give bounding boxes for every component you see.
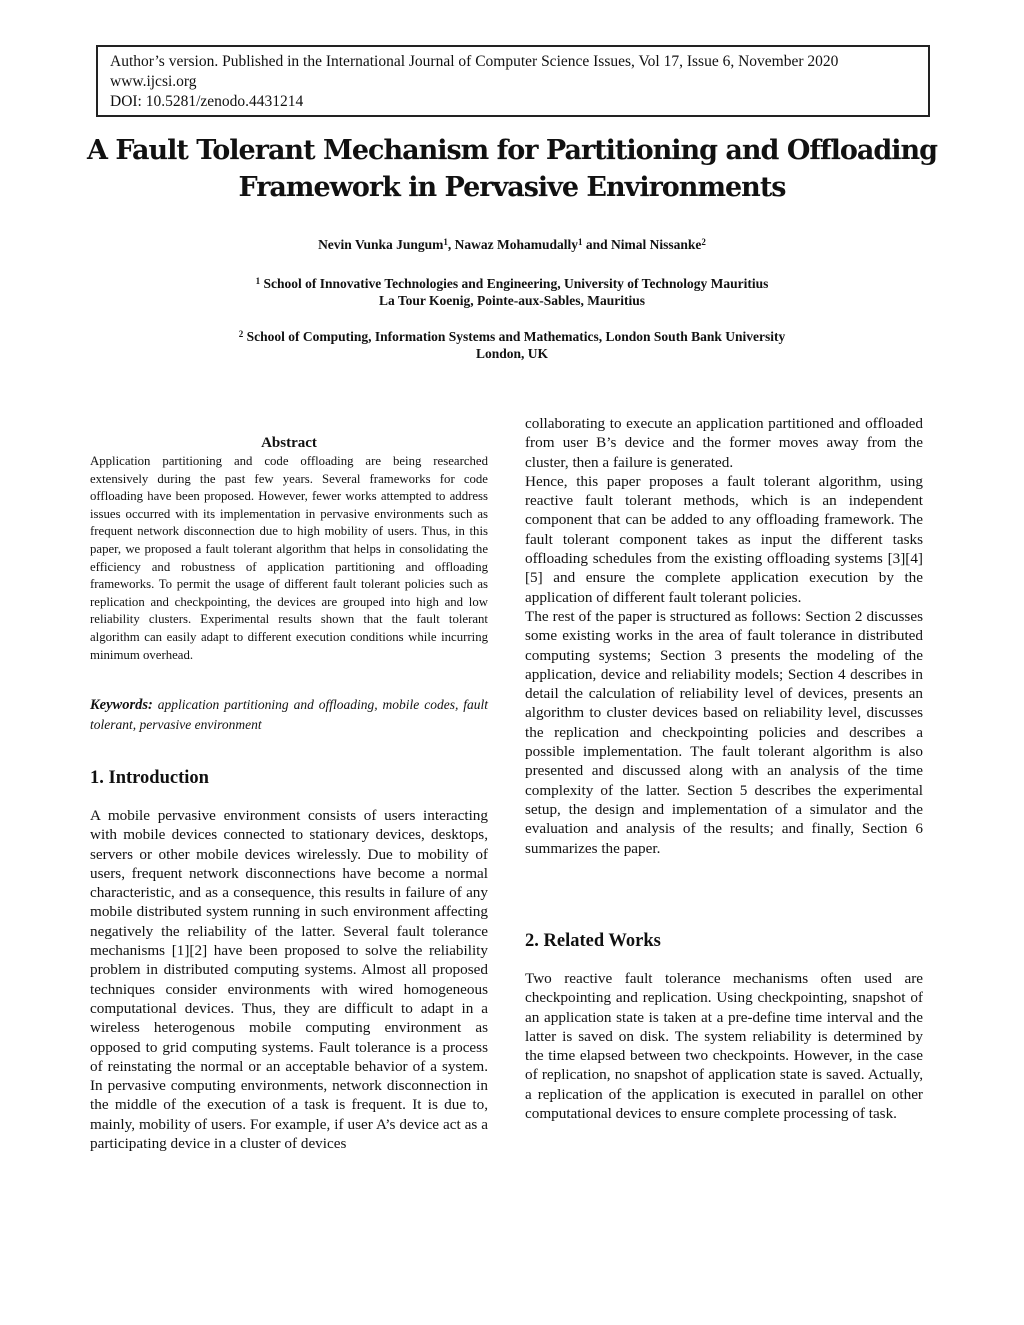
author-name: and Nimal Nissanke bbox=[582, 237, 702, 252]
paragraph: The rest of the paper is structured as follows: Section 2 discusses some existing works in the area of fault tolerance in distributed computing systems; Section 3 presents the modeling of the application, device and reliability models; Section 4 describes in detail the calculation of reliability level of devices, presents an algorithm to cluster devices based on reliability level, discusses the replication and checkpointing policies and describes a possible implementation. The fault tolerant algorithm is also presented and discussed along with an analysis of the time complexity of the latter. Section 5 describes the experimental setup, the design and implementation of a simulator and the evaluation and analysis of the results; and finally, Section 6 summarizes the paper. bbox=[525, 607, 923, 857]
publication-notice-box bbox=[96, 45, 930, 117]
paper-title-line-1: A Fault Tolerant Mechanism for Partitioning and Offloading bbox=[86, 135, 937, 166]
keywords-text: application partitioning and offloading, mobile codes, fault tolerant, pervasive environment bbox=[90, 697, 488, 732]
introduction-heading: 1. Introduction bbox=[90, 768, 209, 788]
right-column-body bbox=[525, 414, 923, 858]
doi-line: DOI: 10.5281/zenodo.4431214 bbox=[110, 93, 304, 110]
affiliation-1 bbox=[80, 275, 944, 309]
related-works-text: Two reactive fault tolerance mechanisms often used are checkpointing and replication. Using checkpointing, snapshot of an application state is taken at a pre-define time interval and the latter is saved on disk. The system reliability is determined by the time elapsed between two checkpoints. However, in the case of replication, no snapshot of application state is saved. Actually, a replication of the application is executed in parallel on other computational devices to ensure complete processing of task. bbox=[525, 970, 923, 1123]
abstract-heading: Abstract bbox=[261, 435, 317, 451]
author-list bbox=[80, 236, 944, 254]
affiliation-address: La Tour Koenig, Pointe-aux-Sables, Mauritius bbox=[378, 293, 646, 308]
paper-title bbox=[80, 132, 944, 206]
abstract-text: Application partitioning and code offloading are being researched extensively during the past few years. Several frameworks for code offloading have been proposed. However, fewer works attempted to address issues occurred with its implementation in pervasive environments such as frequent network disconnection due to high mobility of users. Thus, in this paper, we proposed a fault tolerant algorithm that helps in consolidating the efficiency and robustness of application partitioning and offloading frameworks. To permit the usage of different fault tolerant policies such as replication and checkpointing, the devices are grouped into high and low reliability clusters. Experimental results shown that the fault tolerant algorithm can easily adapt to different execution conditions while incurring minimum overhead. bbox=[90, 454, 488, 662]
keywords bbox=[90, 695, 488, 734]
paragraph: Hence, this paper proposes a fault tolerant algorithm, using reactive fault tolerant methods, which is an independent component that can be added to any offloading framework. The fault tolerant component takes as input the different tasks offloading schedules from the existing offloading systems [3][4][5] and ensure the complete application execution by the application of different fault tolerant policies. bbox=[525, 472, 923, 606]
affiliation-marker: 2 bbox=[701, 237, 706, 247]
author-name: , Nawaz Mohamudally bbox=[447, 237, 579, 252]
related-works-heading: 2. Related Works bbox=[525, 931, 661, 951]
paper-title-line-2: Framework in Pervasive Environments bbox=[238, 172, 786, 203]
affiliation-marker: 2 bbox=[238, 329, 244, 339]
publication-notice-line: Author’s version. Published in the International Journal of Computer Science Issues, Vol 17, Issue 6, November 2020 bbox=[110, 53, 839, 70]
author-name: Nevin Vunka Jungum bbox=[318, 237, 444, 252]
introduction-text: A mobile pervasive environment consists of users interacting with mobile devices connected to stationary devices, desktops, servers or other mobile devices wirelessly. Due to mobility of users, frequent network disconnections have become a normal characteristic, and as a consequence, this results in failure of any mobile distributed system running in such environment affecting negatively the reliability of the latter. Several fault tolerance mechanisms [1][2] have been proposed to solve the reliability problem in distributed computing systems. Almost all proposed techniques consider environments with wired homogeneous computational devices. Thus, they are difficult to adapt in a wireless heterogenous mobile computing environment as opposed to grid computing systems. Fault tolerance is a process of reinstating the normal or an acceptable behavior of a system. In pervasive computing environments, network disconnection in the middle of the execution of a task is frequent. It is due to, mainly, mobility of users. For example, if user A’s device act as a participating device in a cluster of devices bbox=[90, 807, 488, 1153]
affiliation-name: School of Innovative Technologies and Engineering, University of Technology Mauritius bbox=[260, 276, 769, 291]
affiliation-marker: 1 bbox=[578, 237, 583, 247]
keywords-label: Keywords: bbox=[90, 697, 153, 713]
affiliation-marker: 1 bbox=[443, 237, 448, 247]
paragraph: collaborating to execute an application partitioned and offloaded from user B’s device and the former moves away from the cluster, then a failure is generated. bbox=[525, 415, 923, 471]
affiliation-address: London, UK bbox=[475, 346, 549, 361]
affiliation-marker: 1 bbox=[255, 276, 261, 286]
affiliation-2 bbox=[80, 328, 944, 362]
affiliation-name: School of Computing, Information Systems and Mathematics, London South Bank University bbox=[243, 329, 786, 344]
journal-website: www.ijcsi.org bbox=[110, 73, 197, 90]
